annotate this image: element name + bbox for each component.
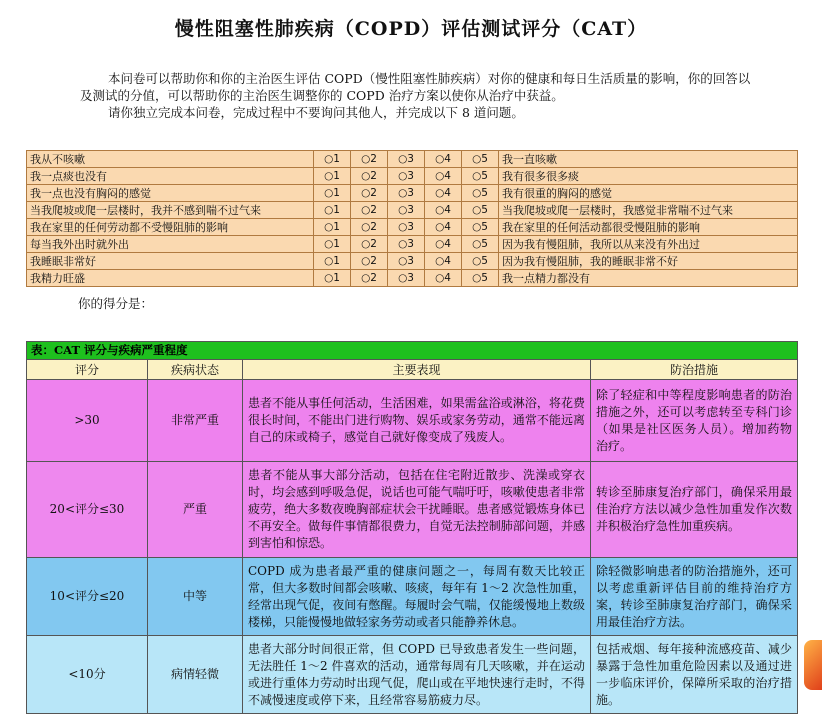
option-1-radio[interactable]: ○1 bbox=[314, 236, 351, 253]
score-label: 你的得分是： bbox=[78, 296, 154, 311]
question-left-text: 我在家里的任何劳动都不受慢阻肺的影响 bbox=[27, 219, 314, 236]
questionnaire-table bbox=[26, 150, 798, 287]
question-left-text: 我精力旺盛 bbox=[27, 270, 314, 287]
question-right-text: 我一直咳嗽 bbox=[499, 151, 798, 168]
option-5-radio[interactable]: ○5 bbox=[462, 253, 499, 270]
question-left-text: 我一点也没有胸闷的感觉 bbox=[27, 185, 314, 202]
row-score: <10分 bbox=[27, 636, 148, 714]
question-right-text: 因为我有慢阻肺，我的睡眠非常不好 bbox=[499, 253, 798, 270]
header-score: 评分 bbox=[27, 360, 148, 380]
row-score: >30 bbox=[27, 380, 148, 462]
row-status: 病情轻微 bbox=[148, 636, 243, 714]
option-5-radio[interactable]: ○5 bbox=[462, 202, 499, 219]
option-2-radio[interactable]: ○2 bbox=[351, 219, 388, 236]
header-status: 疾病状态 bbox=[148, 360, 243, 380]
question-right-text: 我在家里的任何活动都很受慢阻肺的影响 bbox=[499, 219, 798, 236]
option-5-radio[interactable]: ○5 bbox=[462, 151, 499, 168]
question-row bbox=[27, 270, 798, 287]
cat-severity-table bbox=[26, 341, 798, 714]
option-4-radio[interactable]: ○4 bbox=[425, 236, 462, 253]
intro-paragraph-2: 请你独立完成本问卷，完成过程中不要询问其他人，并完成以下 8 道问题。 bbox=[108, 105, 524, 120]
row-measures: 包括戒烟、每年接种流感疫苗、减少暴露于急性加重危险因素以及通过进一步临床评价，保障所采取的治疗措施。 bbox=[591, 636, 798, 714]
question-right-text: 因为我有慢阻肺，我所以从来没有外出过 bbox=[499, 236, 798, 253]
option-2-radio[interactable]: ○2 bbox=[351, 168, 388, 185]
option-5-radio[interactable]: ○5 bbox=[462, 168, 499, 185]
question-row bbox=[27, 185, 798, 202]
table-row bbox=[27, 636, 798, 714]
option-1-radio[interactable]: ○1 bbox=[314, 270, 351, 287]
row-symptoms: 患者不能从事大部分活动，包括在住宅附近散步、洗澡或穿衣时，均会感到呼吸急促，说话也可能气喘吁吁，咳嗽使患者非常疲劳，绝大多数夜晚胸部症状会干扰睡眠。患者感觉锻炼身体已不再安全。做每件事情都很费力，自觉无法控制肺部问题，并感到害怕和惊恐。 bbox=[243, 462, 591, 558]
option-2-radio[interactable]: ○2 bbox=[351, 236, 388, 253]
option-4-radio[interactable]: ○4 bbox=[425, 185, 462, 202]
question-right-text: 我一点精力都没有 bbox=[499, 270, 798, 287]
header-symptoms: 主要表现 bbox=[243, 360, 591, 380]
option-3-radio[interactable]: ○3 bbox=[388, 270, 425, 287]
question-left-text: 我一点痰也没有 bbox=[27, 168, 314, 185]
row-measures: 转诊至肺康复治疗部门，确保采用最佳治疗方法以减少急性加重发作次数并积极治疗急性加重疾病。 bbox=[591, 462, 798, 558]
table-caption: 表：CAT 评分与疾病严重程度 bbox=[27, 342, 798, 360]
question-right-text: 我有很多很多痰 bbox=[499, 168, 798, 185]
option-3-radio[interactable]: ○3 bbox=[388, 236, 425, 253]
row-measures: 除轻微影响患者的防治措施外，还可以考虑重新评估目前的维持治疗方案，转诊至肺康复治疗部门，确保采用最佳治疗方法。 bbox=[591, 558, 798, 636]
option-4-radio[interactable]: ○4 bbox=[425, 270, 462, 287]
row-score: 10<评分≤20 bbox=[27, 558, 148, 636]
option-4-radio[interactable]: ○4 bbox=[425, 151, 462, 168]
option-3-radio[interactable]: ○3 bbox=[388, 185, 425, 202]
question-right-text: 我有很重的胸闷的感觉 bbox=[499, 185, 798, 202]
row-status: 非常严重 bbox=[148, 380, 243, 462]
option-2-radio[interactable]: ○2 bbox=[351, 151, 388, 168]
option-2-radio[interactable]: ○2 bbox=[351, 202, 388, 219]
question-row bbox=[27, 253, 798, 270]
header-measures: 防治措施 bbox=[591, 360, 798, 380]
option-3-radio[interactable]: ○3 bbox=[388, 253, 425, 270]
row-status: 中等 bbox=[148, 558, 243, 636]
row-symptoms: 患者不能从事任何活动，生活困难，如果需盆浴或淋浴，将花费很长时间，不能出门进行购物、娱乐或家务劳动，通常不能远离自己的床或椅子，感觉自己就好像变成了残废人。 bbox=[243, 380, 591, 462]
option-1-radio[interactable]: ○1 bbox=[314, 168, 351, 185]
option-5-radio[interactable]: ○5 bbox=[462, 219, 499, 236]
question-left-text: 每当我外出时就外出 bbox=[27, 236, 314, 253]
option-1-radio[interactable]: ○1 bbox=[314, 253, 351, 270]
intro-paragraph-1: 本问卷可以帮助你和你的主治医生评估 COPD（慢性阻塞性肺疾病）对你的健康和每日生活质量的影响，你的回答以及测试的分值，可以帮助你的主治医生调整你的 COPD 治疗方案以使你从治疗中获益。 bbox=[80, 71, 751, 103]
row-measures: 除了轻症和中等程度影响患者的防治措施之外，还可以考虑转至专科门诊（如果是社区医务人员）。增加药物治疗。 bbox=[591, 380, 798, 462]
question-row bbox=[27, 219, 798, 236]
option-2-radio[interactable]: ○2 bbox=[351, 253, 388, 270]
option-3-radio[interactable]: ○3 bbox=[388, 202, 425, 219]
table-row bbox=[27, 380, 798, 462]
option-4-radio[interactable]: ○4 bbox=[425, 219, 462, 236]
question-row bbox=[27, 151, 798, 168]
question-left-text: 我从不咳嗽 bbox=[27, 151, 314, 168]
option-1-radio[interactable]: ○1 bbox=[314, 202, 351, 219]
row-symptoms: 患者大部分时间很正常，但 COPD 已导致患者发生一些问题，无法胜任 1～2 件喜欢的活动，通常每周有几天咳嗽，并在运动或进行重体力劳动时出现气促，爬山或在平地快速行走时，不得不减慢速度或停下来，且经常容易筋疲力尽。 bbox=[243, 636, 591, 714]
option-3-radio[interactable]: ○3 bbox=[388, 151, 425, 168]
option-4-radio[interactable]: ○4 bbox=[425, 168, 462, 185]
row-symptoms: COPD 成为患者最严重的健康问题之一，每周有数天比较正常，但大多数时间都会咳嗽、咳痰，每年有 1～2 次急性加重，经常出现气促，夜间有憋醒。每履时会气喘，仅能缓慢地上数级楼梯，只能慢慢地做轻家务劳动或者只能静养休息。 bbox=[243, 558, 591, 636]
table-row bbox=[27, 462, 798, 558]
option-5-radio[interactable]: ○5 bbox=[462, 270, 499, 287]
question-left-text: 我睡眠非常好 bbox=[27, 253, 314, 270]
corner-decoration bbox=[804, 640, 822, 690]
question-row bbox=[27, 236, 798, 253]
option-4-radio[interactable]: ○4 bbox=[425, 202, 462, 219]
option-2-radio[interactable]: ○2 bbox=[351, 185, 388, 202]
option-3-radio[interactable]: ○3 bbox=[388, 219, 425, 236]
question-row bbox=[27, 168, 798, 185]
question-row bbox=[27, 202, 798, 219]
option-4-radio[interactable]: ○4 bbox=[425, 253, 462, 270]
intro-text bbox=[80, 70, 760, 121]
option-3-radio[interactable]: ○3 bbox=[388, 168, 425, 185]
option-1-radio[interactable]: ○1 bbox=[314, 185, 351, 202]
page-title: 慢性阻塞性肺疾病（COPD）评估测试评分（CAT） bbox=[174, 18, 648, 40]
question-right-text: 当我爬坡或爬一层楼时，我感觉非常喘不过气来 bbox=[499, 202, 798, 219]
option-1-radio[interactable]: ○1 bbox=[314, 219, 351, 236]
option-5-radio[interactable]: ○5 bbox=[462, 185, 499, 202]
table-row bbox=[27, 558, 798, 636]
row-status: 严重 bbox=[148, 462, 243, 558]
option-1-radio[interactable]: ○1 bbox=[314, 151, 351, 168]
question-left-text: 当我爬坡或爬一层楼时，我并不感到喘不过气来 bbox=[27, 202, 314, 219]
option-5-radio[interactable]: ○5 bbox=[462, 236, 499, 253]
row-score: 20<评分≤30 bbox=[27, 462, 148, 558]
option-2-radio[interactable]: ○2 bbox=[351, 270, 388, 287]
